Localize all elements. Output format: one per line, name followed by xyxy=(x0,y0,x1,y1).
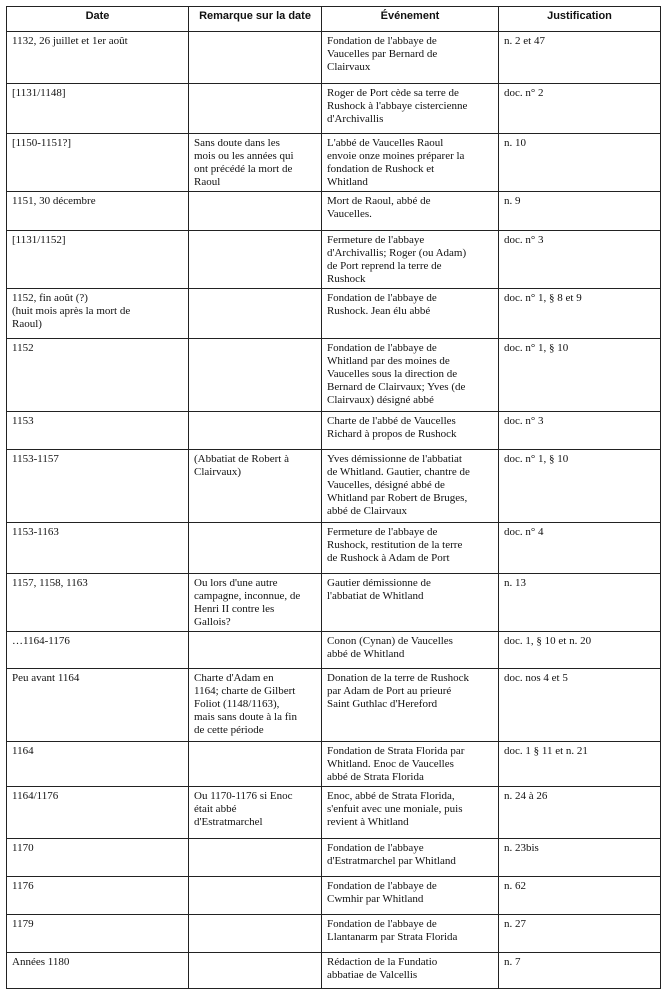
cell-justification: doc. nos 4 et 5 xyxy=(499,669,661,742)
cell-date: [1131/1152] xyxy=(7,231,189,289)
cell-remarque xyxy=(189,412,322,450)
cell-evenement: Fermeture de l'abbaye d'Archivallis; Roger (ou Adam) de Port reprend la terre de Rushock xyxy=(322,231,499,289)
cell-date: 1153 xyxy=(7,412,189,450)
cell-date: 1179 xyxy=(7,915,189,953)
cell-remarque xyxy=(189,915,322,953)
table-row xyxy=(7,192,661,231)
table-row xyxy=(7,574,661,632)
cell-evenement: Fermeture de l'abbaye de Rushock, restitution de la terre de Rushock à Adam de Port xyxy=(322,523,499,574)
cell-justification: doc. 1 § 11 et n. 21 xyxy=(499,742,661,787)
cell-date: Peu avant 1164 xyxy=(7,669,189,742)
cell-date: 1176 xyxy=(7,877,189,915)
cell-remarque xyxy=(189,632,322,669)
cell-evenement: Fondation de l'abbaye de Rushock. Jean élu abbé xyxy=(322,289,499,339)
cell-remarque xyxy=(189,289,322,339)
cell-remarque xyxy=(189,742,322,787)
table-body xyxy=(7,32,661,989)
cell-date: 1153-1157 xyxy=(7,450,189,523)
table-row xyxy=(7,915,661,953)
cell-remarque: Ou lors d'une autre campagne, inconnue, de Henri II contre les Gallois? xyxy=(189,574,322,632)
cell-justification: n. 23bis xyxy=(499,839,661,877)
cell-evenement: Yves démissionne de l'abbatiat de Whitland. Gautier, chantre de Vaucelles, désigné abbé de Whitland par Robert de Bruges, abbé de Clairvaux xyxy=(322,450,499,523)
table-row xyxy=(7,231,661,289)
cell-evenement: Rédaction de la Fundatio abbatiae de Valcellis xyxy=(322,953,499,989)
cell-date: 1157, 1158, 1163 xyxy=(7,574,189,632)
cell-date: 1170 xyxy=(7,839,189,877)
table-row xyxy=(7,339,661,412)
cell-evenement: Donation de la terre de Rushock par Adam de Port au prieuré Saint Guthlac d'Hereford xyxy=(322,669,499,742)
cell-date: 1152, fin août (?) (huit mois après la mort de Raoul) xyxy=(7,289,189,339)
cell-date: …1164-1176 xyxy=(7,632,189,669)
cell-remarque: Ou 1170-1176 si Enoc était abbé d'Estratmarchel xyxy=(189,787,322,839)
chronology-table xyxy=(6,6,661,989)
table-row xyxy=(7,877,661,915)
cell-justification: doc. n° 2 xyxy=(499,84,661,134)
cell-date: [1131/1148] xyxy=(7,84,189,134)
cell-evenement: Mort de Raoul, abbé de Vaucelles. xyxy=(322,192,499,231)
cell-remarque xyxy=(189,523,322,574)
cell-justification: n. 7 xyxy=(499,953,661,989)
cell-date: 1164/1176 xyxy=(7,787,189,839)
cell-evenement: Fondation de l'abbaye de Cwmhir par Whitland xyxy=(322,877,499,915)
cell-remarque xyxy=(189,877,322,915)
table-row xyxy=(7,839,661,877)
cell-date: 1152 xyxy=(7,339,189,412)
header-evenement: Événement xyxy=(322,7,499,32)
cell-justification: n. 2 et 47 xyxy=(499,32,661,84)
cell-evenement: Fondation de l'abbaye de Vaucelles par Bernard de Clairvaux xyxy=(322,32,499,84)
table-row xyxy=(7,450,661,523)
cell-justification: n. 9 xyxy=(499,192,661,231)
cell-date: [1150-1151?] xyxy=(7,134,189,192)
cell-justification: n. 62 xyxy=(499,877,661,915)
table-row xyxy=(7,669,661,742)
cell-date: 1132, 26 juillet et 1er août xyxy=(7,32,189,84)
cell-evenement: Roger de Port cède sa terre de Rushock à l'abbaye cistercienne d'Archivallis xyxy=(322,84,499,134)
header-date: Date xyxy=(7,7,189,32)
cell-remarque xyxy=(189,953,322,989)
cell-evenement: Fondation de l'abbaye d'Estratmarchel par Whitland xyxy=(322,839,499,877)
cell-remarque xyxy=(189,32,322,84)
cell-evenement: Fondation de l'abbaye de Llantanarm par Strata Florida xyxy=(322,915,499,953)
table-row xyxy=(7,84,661,134)
cell-date: 1151, 30 décembre xyxy=(7,192,189,231)
cell-remarque xyxy=(189,231,322,289)
cell-remarque xyxy=(189,339,322,412)
cell-justification: n. 24 à 26 xyxy=(499,787,661,839)
cell-date: Années 1180 xyxy=(7,953,189,989)
cell-justification: doc. 1, § 10 et n. 20 xyxy=(499,632,661,669)
cell-evenement: Fondation de Strata Florida par Whitland. Enoc de Vaucelles abbé de Strata Florida xyxy=(322,742,499,787)
cell-evenement: Fondation de l'abbaye de Whitland par des moines de Vaucelles sous la direction de Bernard de Clairvaux; Yves (de Clairvaux) désigné abbé xyxy=(322,339,499,412)
cell-justification: doc. n° 1, § 8 et 9 xyxy=(499,289,661,339)
table-row xyxy=(7,632,661,669)
table-row xyxy=(7,742,661,787)
cell-justification: n. 10 xyxy=(499,134,661,192)
cell-justification: n. 13 xyxy=(499,574,661,632)
cell-evenement: Conon (Cynan) de Vaucelles abbé de Whitland xyxy=(322,632,499,669)
cell-justification: doc. n° 1, § 10 xyxy=(499,339,661,412)
cell-remarque xyxy=(189,839,322,877)
cell-remarque: Sans doute dans les mois ou les années qui ont précédé la mort de Raoul xyxy=(189,134,322,192)
cell-remarque xyxy=(189,84,322,134)
cell-evenement: Charte de l'abbé de Vaucelles Richard à propos de Rushock xyxy=(322,412,499,450)
table-row xyxy=(7,289,661,339)
cell-justification: doc. n° 3 xyxy=(499,231,661,289)
table-row xyxy=(7,412,661,450)
cell-date: 1153-1163 xyxy=(7,523,189,574)
cell-evenement: Enoc, abbé de Strata Florida, s'enfuit avec une moniale, puis revient à Whitland xyxy=(322,787,499,839)
cell-justification: doc. n° 1, § 10 xyxy=(499,450,661,523)
header-justification: Justification xyxy=(499,7,661,32)
table-row xyxy=(7,953,661,989)
cell-justification: doc. n° 4 xyxy=(499,523,661,574)
cell-remarque: (Abbatiat de Robert à Clairvaux) xyxy=(189,450,322,523)
header-remarque: Remarque sur la date xyxy=(189,7,322,32)
header-row xyxy=(7,7,661,32)
table-row xyxy=(7,787,661,839)
table-row xyxy=(7,523,661,574)
cell-date: 1164 xyxy=(7,742,189,787)
cell-remarque xyxy=(189,192,322,231)
cell-justification: doc. n° 3 xyxy=(499,412,661,450)
cell-evenement: L'abbé de Vaucelles Raoul envoie onze moines préparer la fondation de Rushock et Whitland xyxy=(322,134,499,192)
cell-remarque: Charte d'Adam en 1164; charte de Gilbert Foliot (1148/1163), mais sans doute à la fin de cette période xyxy=(189,669,322,742)
cell-justification: n. 27 xyxy=(499,915,661,953)
cell-evenement: Gautier démissionne de l'abbatiat de Whitland xyxy=(322,574,499,632)
table-row xyxy=(7,134,661,192)
table-row xyxy=(7,32,661,84)
